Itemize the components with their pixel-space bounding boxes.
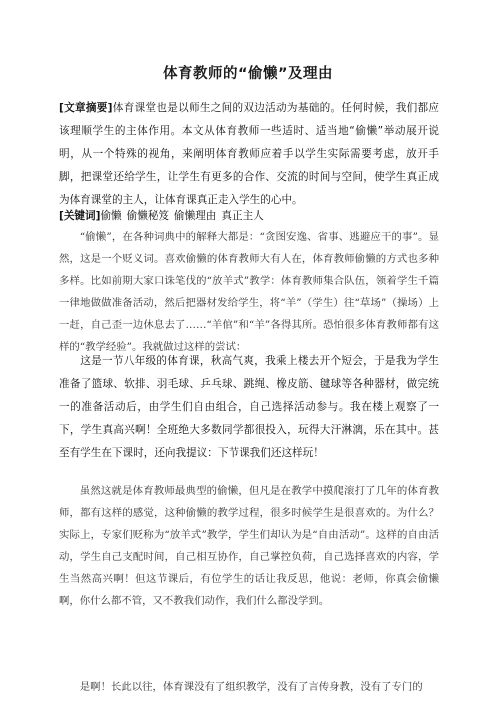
keywords-line [59,206,439,226]
keyword: 偷懒秘笈 [126,210,170,222]
keywords-label: [关键词] [59,210,101,222]
body-paragraph-4: 是啊！长此以往，体育课没有了组织教学，没有了言传身教，没有了专门的 [79,681,423,693]
body-paragraph-2: 这是一节八年级的体育课，秋高气爽，我乘上楼去开个短会，于是我为学生准备了篮球、软排、羽毛球、乒乓球、跳绳、橡皮筋、毽球等各种器材，做完统一的准备活动后，由学生们自由组合，自己选择活动参与。我在楼上观察了一下，学生真高兴啊！全班绝大多数同学都很投入，玩得大汗淋漓，乐在其中。甚至有学生在下课时，还向我提议：下节课我们还这样玩！ [59,355,439,459]
body-paragraph-1: “偷懒”，在各种词典中的解释大都是：“贪图安逸、省事、逃避应干的事”。显然，这是一个贬义词。喜欢偷懒的体育教师大有人在，体育教师偷懒的方式也多种多样。比如前期大家口诛笔伐的“放羊式”教学：体育教师集合队伍，领着学生千篇一律地做做准备活动，然后把器材发给学生，将“羊”（学生）往“草场”（操场）上一赶，自己歪一边休息去了……“羊倌”和“羊”各得其所。恐怕很多体育教师都有这样的“教学经验”。我就做过这样的尝试： [59,231,439,353]
keyword: 偷懒理由 [174,210,217,222]
body-paragraph-3: 虽然这就是体育教师最典型的偷懒，但凡是在教学中摸爬滚打了几年的体育教师，都有这样的感觉，这种偷懒的教学过程，很多时候学生是很喜欢的。为什么？实际上，专家们贬称为“放羊式”教学，学生们却认为是“自由活动”。这样的自由活动，学生自己支配时间，自己相互协作，自己掌控负荷，自己选择喜欢的内容，学生当然高兴啊！但这节课后，有位学生的话让我反思，他说：老师，你真会偷懒啊，你什么都不管，又不教我们动作，我们什么都没学到。 [59,485,439,607]
abstract-text: 体育课堂也是以师生之间的双边活动为基础的。任何时候，我们都应该理顺学生的主体作用。本文从体育教师一些适时、适当地“偷懒”举动展开说明，从一个特殊的视角，来阐明体育教师应着手以学生实际需要考虑，放开手脚，把课堂还给学生，让学生有更多的合作、交流的时间与空间，使学生真正成为体育课堂的主人，让体育课真正走入学生的心中。 [59,102,440,206]
keyword: 真正主人 [221,210,264,222]
abstract-label: [文章摘要] [59,102,113,114]
document-title: 体育教师的“偷懒”及理由 [162,66,334,82]
keyword: 偷懒 [100,210,122,222]
abstract-paragraph [59,97,439,212]
